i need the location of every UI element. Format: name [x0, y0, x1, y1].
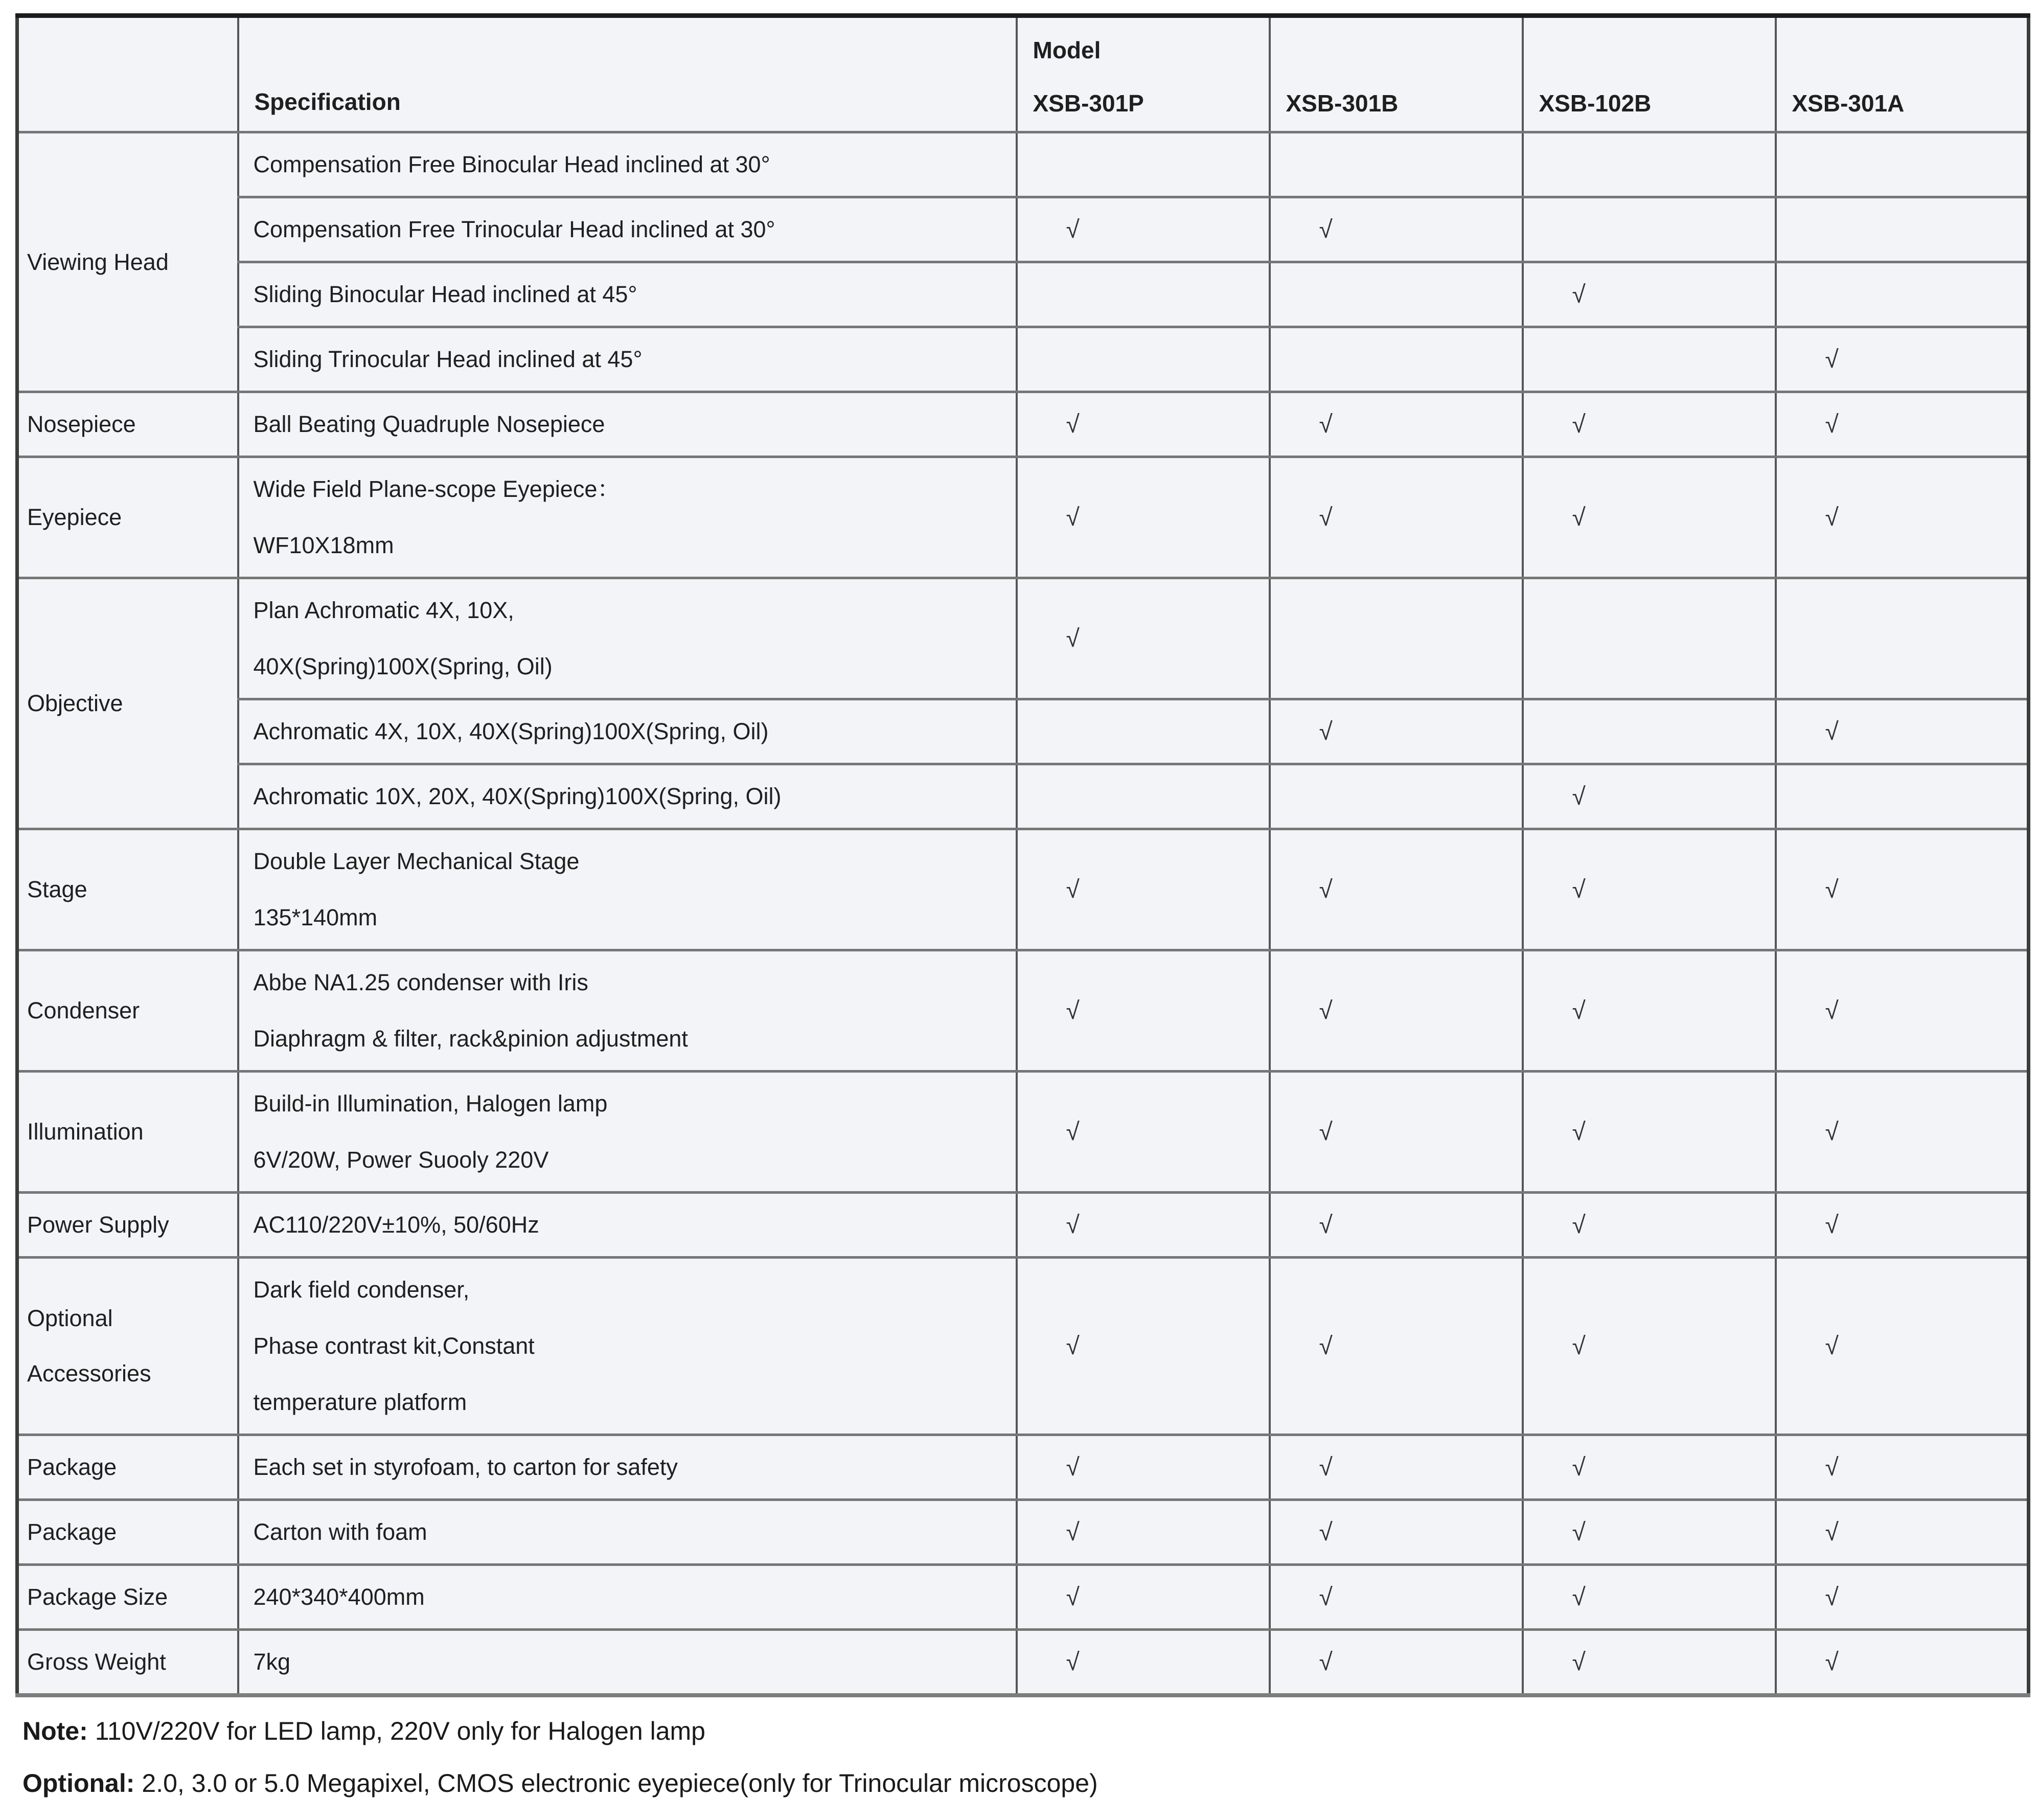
model-header-col-3 [1523, 16, 1776, 132]
table-row [17, 578, 2029, 699]
empty-cell [1776, 132, 2029, 197]
model-label: Model [1033, 37, 1101, 63]
spec-line: Wide Field Plane-scope Eyepiece： [253, 476, 621, 502]
spec-cell [238, 1500, 1017, 1565]
model-header-col-1 [1017, 16, 1270, 132]
model-name: XSB-301B [1286, 90, 1399, 117]
spec-line: 240*340*400mm [253, 1584, 425, 1610]
empty-cell [1017, 327, 1270, 392]
check-cell: √ [1270, 1193, 1523, 1258]
empty-cell [1270, 262, 1523, 327]
table-row [17, 950, 2029, 1072]
note-label: Note: [22, 1717, 88, 1745]
category-cell: Gross Weight [17, 1630, 238, 1696]
check-cell: √ [1776, 1072, 2029, 1193]
check-cell: √ [1523, 262, 1776, 327]
spec-table-body [17, 132, 2029, 1696]
table-row [17, 457, 2029, 578]
check-cell: √ [1776, 1565, 2029, 1630]
header-row [17, 16, 2029, 132]
check-cell: √ [1776, 1435, 2029, 1500]
check-cell: √ [1017, 1565, 1270, 1630]
check-cell: √ [1776, 699, 2029, 764]
spec-line: 40X(Spring)100X(Spring, Oil) [253, 653, 553, 679]
spec-line: 7kg [253, 1649, 291, 1675]
spec-cell [238, 1193, 1017, 1258]
spec-cell [238, 699, 1017, 764]
spec-cell [238, 578, 1017, 699]
check-cell: √ [1523, 950, 1776, 1072]
model-header-col-2 [1270, 16, 1523, 132]
check-cell: √ [1523, 764, 1776, 829]
category-cell: Viewing Head [17, 132, 238, 392]
check-cell: √ [1270, 1258, 1523, 1435]
check-cell: √ [1017, 1435, 1270, 1500]
spec-cell [238, 132, 1017, 197]
spec-line: Achromatic 4X, 10X, 40X(Spring)100X(Spring, Oil) [253, 718, 769, 744]
category-cell: Objective [17, 578, 238, 829]
spec-line: Carton with foam [253, 1519, 427, 1545]
table-row [17, 132, 2029, 197]
spec-line: Plan Achromatic 4X, 10X, [253, 597, 514, 623]
check-cell: √ [1270, 1072, 1523, 1193]
check-cell: √ [1270, 457, 1523, 578]
optional-label: Optional: [22, 1769, 135, 1798]
spec-cell [238, 1435, 1017, 1500]
check-cell: √ [1017, 578, 1270, 699]
optional-line [22, 1768, 2028, 1799]
check-cell: √ [1523, 1630, 1776, 1696]
check-cell: √ [1017, 1193, 1270, 1258]
category-cell: Illumination [17, 1072, 238, 1193]
optional-text: 2.0, 3.0 or 5.0 Megapixel, CMOS electronic eyepiece(only for Trinocular microscope) [142, 1769, 1098, 1798]
category-cell: Nosepiece [17, 392, 238, 457]
empty-cell [1523, 197, 1776, 262]
table-row [17, 1258, 2029, 1435]
empty-cell [1270, 327, 1523, 392]
spec-cell [238, 262, 1017, 327]
check-cell: √ [1017, 1500, 1270, 1565]
check-cell: √ [1017, 197, 1270, 262]
spec-line: Each set in styrofoam, to carton for safety [253, 1454, 678, 1480]
category-cell: Stage [17, 829, 238, 950]
check-cell: √ [1017, 829, 1270, 950]
empty-cell [1017, 132, 1270, 197]
spec-line: Ball Beating Quadruple Nosepiece [253, 411, 605, 437]
header-corner-cell [17, 16, 238, 132]
category-cell: Package [17, 1435, 238, 1500]
table-row [17, 1435, 2029, 1500]
empty-cell [1523, 132, 1776, 197]
spec-line: Achromatic 10X, 20X, 40X(Spring)100X(Spring, Oil) [253, 783, 782, 809]
empty-cell [1523, 578, 1776, 699]
table-row [17, 1630, 2029, 1696]
model-label-spacer [1286, 38, 1517, 62]
empty-cell [1270, 578, 1523, 699]
table-row [17, 262, 2029, 327]
footnotes [22, 1716, 2028, 1799]
check-cell: √ [1523, 1258, 1776, 1435]
spec-cell [238, 1258, 1017, 1435]
empty-cell [1017, 262, 1270, 327]
category-cell: Power Supply [17, 1193, 238, 1258]
check-cell: √ [1523, 1072, 1776, 1193]
spec-line: AC110/220V±10%, 50/60Hz [253, 1212, 539, 1238]
check-cell: √ [1270, 1435, 1523, 1500]
spec-line: Compensation Free Trinocular Head inclined at 30° [253, 216, 775, 242]
check-cell: √ [1270, 392, 1523, 457]
check-cell: √ [1523, 1435, 1776, 1500]
table-row [17, 699, 2029, 764]
check-cell: √ [1017, 950, 1270, 1072]
check-cell: √ [1523, 1193, 1776, 1258]
spec-line: Compensation Free Binocular Head inclined at 30° [253, 151, 770, 177]
check-cell: √ [1776, 950, 2029, 1072]
empty-cell [1523, 327, 1776, 392]
category-cell: Optional Accessories [17, 1258, 238, 1435]
table-row [17, 1565, 2029, 1630]
category-cell: Package [17, 1500, 238, 1565]
check-cell: √ [1523, 457, 1776, 578]
check-cell: √ [1523, 392, 1776, 457]
check-cell: √ [1776, 1193, 2029, 1258]
check-cell: √ [1270, 197, 1523, 262]
table-row [17, 197, 2029, 262]
spec-cell [238, 1072, 1017, 1193]
table-row [17, 764, 2029, 829]
spec-cell [238, 950, 1017, 1072]
empty-cell [1776, 197, 2029, 262]
check-cell: √ [1270, 1630, 1523, 1696]
spec-cell [238, 327, 1017, 392]
empty-cell [1776, 764, 2029, 829]
check-cell: √ [1776, 1258, 2029, 1435]
check-cell: √ [1776, 327, 2029, 392]
spec-sheet [15, 13, 2028, 1820]
check-cell: √ [1523, 1565, 1776, 1630]
empty-cell [1017, 699, 1270, 764]
table-row [17, 1072, 2029, 1193]
spec-line: Sliding Trinocular Head inclined at 45° [253, 346, 643, 372]
check-cell: √ [1523, 829, 1776, 950]
spec-line: Phase contrast kit,Constant [253, 1333, 535, 1359]
check-cell: √ [1270, 1500, 1523, 1565]
spec-line: temperature platform [253, 1389, 467, 1415]
check-cell: √ [1017, 1258, 1270, 1435]
category-cell: Eyepiece [17, 457, 238, 578]
check-cell: √ [1776, 1630, 2029, 1696]
empty-cell [1523, 699, 1776, 764]
check-cell: √ [1270, 699, 1523, 764]
spec-line: 6V/20W, Power Suooly 220V [253, 1147, 549, 1173]
check-cell: √ [1270, 950, 1523, 1072]
check-cell: √ [1776, 829, 2029, 950]
check-cell: √ [1776, 457, 2029, 578]
model-label-spacer [1539, 38, 1770, 62]
model-name: XSB-301A [1792, 90, 1905, 117]
spec-line: Double Layer Mechanical Stage [253, 848, 580, 874]
table-row [17, 392, 2029, 457]
check-cell: √ [1776, 392, 2029, 457]
spec-line: Build-in Illumination, Halogen lamp [253, 1090, 608, 1117]
note-line [22, 1716, 2028, 1746]
spec-cell [238, 197, 1017, 262]
spec-cell [238, 829, 1017, 950]
spec-line: Dark field condenser, [253, 1277, 470, 1303]
check-cell: √ [1017, 457, 1270, 578]
model-name: XSB-102B [1539, 90, 1652, 117]
spec-cell [238, 764, 1017, 829]
check-cell: √ [1776, 1500, 2029, 1565]
spec-cell [238, 457, 1017, 578]
spec-cell [238, 392, 1017, 457]
check-cell: √ [1523, 1500, 1776, 1565]
empty-cell [1776, 262, 2029, 327]
table-row [17, 829, 2029, 950]
model-name: XSB-301P [1033, 90, 1144, 117]
spec-line: Diaphragm & filter, rack&pinion adjustment [253, 1026, 688, 1052]
empty-cell [1776, 578, 2029, 699]
table-row [17, 1193, 2029, 1258]
category-cell: Package Size [17, 1565, 238, 1630]
spec-cell [238, 1630, 1017, 1696]
check-cell: √ [1017, 1630, 1270, 1696]
category-cell: Condenser [17, 950, 238, 1072]
table-row [17, 327, 2029, 392]
check-cell: √ [1270, 829, 1523, 950]
spec-cell [238, 1565, 1017, 1630]
spec-line: Sliding Binocular Head inclined at 45° [253, 281, 637, 307]
empty-cell [1270, 132, 1523, 197]
check-cell: √ [1270, 1565, 1523, 1630]
empty-cell [1017, 764, 1270, 829]
model-label-spacer [1792, 38, 2022, 62]
check-cell: √ [1017, 392, 1270, 457]
spec-line: WF10X18mm [253, 532, 394, 558]
spec-table [15, 13, 2030, 1697]
model-header-col-4 [1776, 16, 2029, 132]
check-cell: √ [1017, 1072, 1270, 1193]
note-text: 110V/220V for LED lamp, 220V only for Halogen lamp [95, 1717, 705, 1745]
specification-header: Specification [238, 16, 1017, 132]
table-row [17, 1500, 2029, 1565]
empty-cell [1270, 764, 1523, 829]
spec-line: Abbe NA1.25 condenser with Iris [253, 969, 588, 995]
spec-line: 135*140mm [253, 904, 378, 930]
